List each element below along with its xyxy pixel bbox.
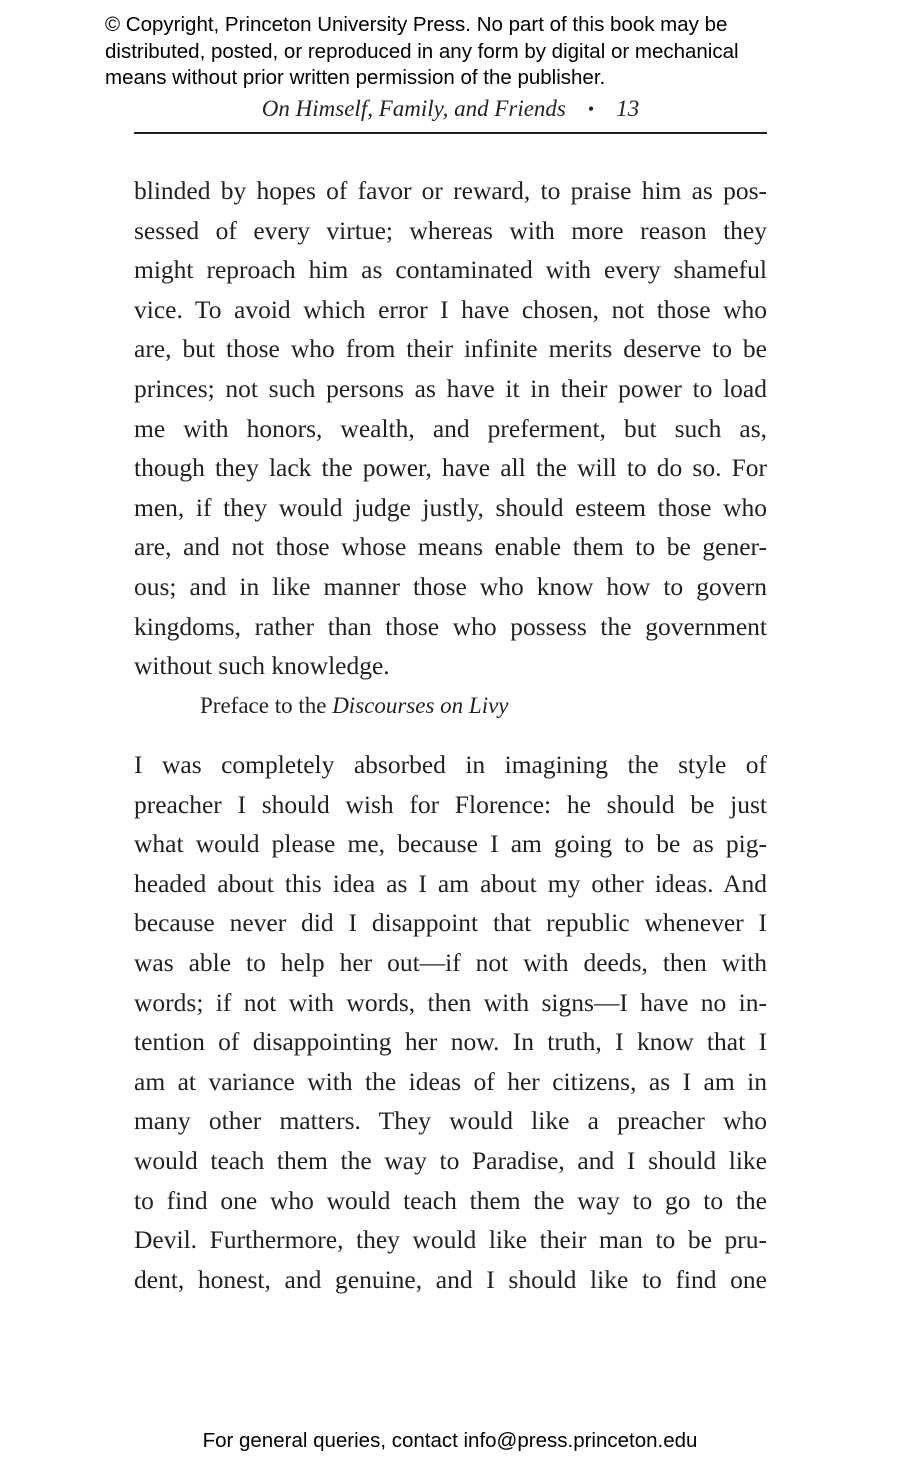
- text-line: without such knowledge.: [134, 651, 390, 681]
- copyright-line: means without prior written permission of the publisher.: [105, 66, 606, 89]
- text-line: kingdoms, rather than those who possess the government: [134, 611, 767, 641]
- text-line: blinded by hopes of favor or reward, to praise him as pos-: [134, 176, 767, 205]
- text-line: would teach them the way to Paradise, and I should like: [134, 1145, 767, 1175]
- running-head: [134, 94, 767, 125]
- text-line: to find one who would teach them the way to go to the: [134, 1185, 767, 1215]
- text-line: me with honors, wealth, and preferment, but such as,: [134, 413, 767, 443]
- page-number: 13: [616, 96, 640, 121]
- text-line: tention of disappointing her now. In truth, I know that I: [134, 1027, 767, 1057]
- text-line: headed about this idea as I am about my other ideas. And: [134, 868, 767, 898]
- text-line: am at variance with the ideas of her citizens, as I am in: [134, 1066, 767, 1096]
- attribution-prefix: Preface to the: [200, 693, 327, 718]
- text-line: are, but those who from their infinite merits deserve to be: [134, 334, 767, 364]
- text-line: many other matters. They would like a preacher who: [134, 1106, 767, 1136]
- text-line: are, and not those whose means enable them to be gener-: [134, 532, 767, 562]
- header-rule: [134, 132, 767, 134]
- contact-footer: For general queries, contact info@press.princeton.edu: [202, 1429, 698, 1452]
- text-line: dent, honest, and genuine, and I should like to find one: [134, 1264, 767, 1294]
- text-line: words; if not with words, then with signs—I have no in-: [134, 987, 767, 1017]
- text-line: was able to help her out—if not with deeds, then with: [134, 947, 767, 977]
- running-head-separator: •: [587, 99, 595, 119]
- text-line: ous; and in like manner those who know how to govern: [134, 571, 767, 601]
- attribution-work-title: Discourses on Livy: [332, 693, 509, 718]
- copyright-notice: [105, 12, 845, 92]
- text-line: preacher I should wish for Florence: he should be just: [134, 789, 767, 819]
- copyright-line: © Copyright, Princeton University Press. No part of this book may be: [105, 13, 728, 36]
- passage-prince-dedication: [134, 171, 767, 686]
- text-line: though they lack the power, have all the will to do so. For: [134, 453, 767, 483]
- text-line: because never did I disappoint that republic whenever I: [134, 908, 767, 938]
- text-line: I was completely absorbed in imagining the style of: [134, 750, 767, 779]
- text-line: princes; not such persons as have it in their power to load: [134, 373, 767, 403]
- text-line: Devil. Furthermore, they would like their man to be pru-: [134, 1225, 767, 1255]
- running-head-title: On Himself, Family, and Friends: [261, 96, 566, 121]
- passage-preacher-letter: [134, 745, 767, 1299]
- text-line: vice. To avoid which error I have chosen, not those who: [134, 294, 767, 324]
- text-line: might reproach him as contaminated with every shameful: [134, 255, 767, 285]
- text-line: what would please me, because I am going to be as pig-: [134, 829, 767, 859]
- copyright-line: distributed, posted, or reproduced in any form by digital or mechanical: [105, 39, 739, 63]
- text-line: men, if they would judge justly, should esteem those who: [134, 492, 767, 522]
- text-line: sessed of every virtue; whereas with more reason they: [134, 215, 767, 245]
- source-attribution: [200, 690, 509, 722]
